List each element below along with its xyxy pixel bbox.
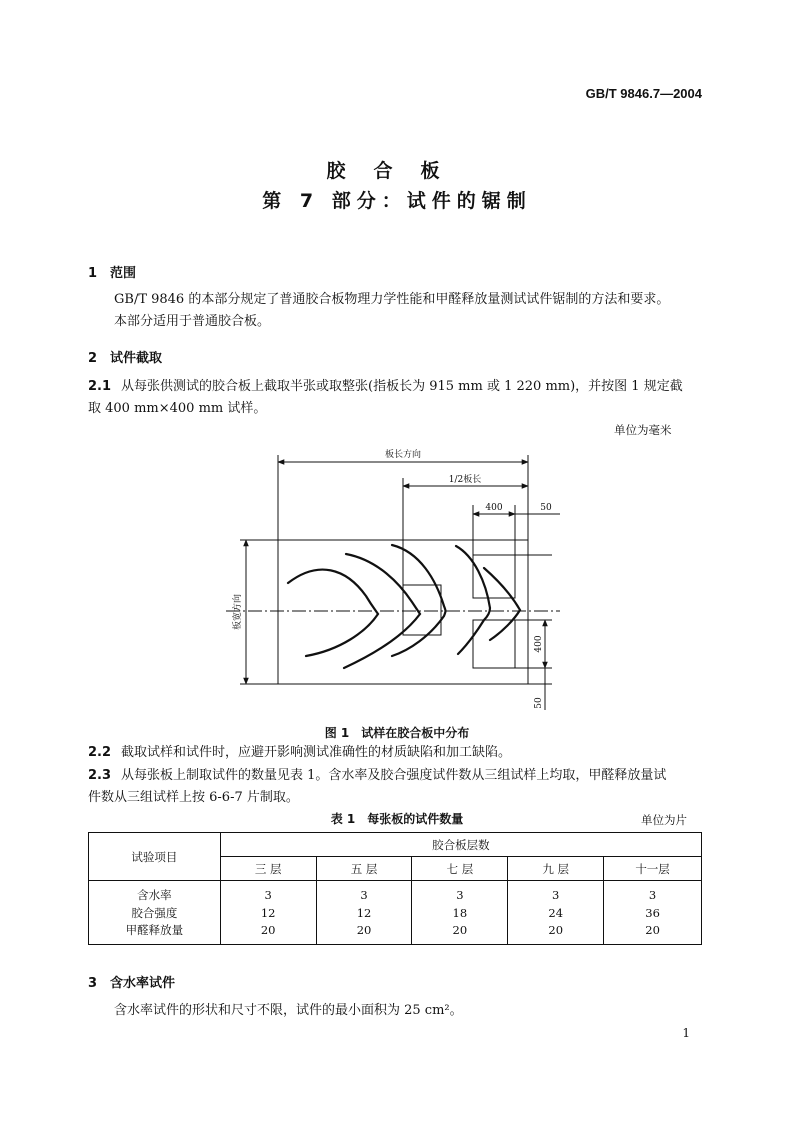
table-cell: 20	[316, 922, 412, 945]
table-cell: 3	[508, 881, 604, 904]
clause-text: 截取试样和试件时，应避开影响测试准确性的材质缺陷和加工缺陷。	[121, 745, 512, 760]
clause-text: 从每张供测试的胶合板上截取半张或取整张(指板长为 915 mm 或 1 220 mm)，并按图 1 规定截	[121, 379, 683, 394]
grain-curve	[456, 546, 490, 654]
table-row	[89, 922, 702, 945]
section-title: 试件截取	[110, 351, 163, 366]
table-cell: 24	[508, 903, 604, 922]
table-cell: 36	[604, 903, 702, 922]
table-cell: 20	[220, 922, 316, 945]
clause-number: 2.1	[88, 379, 112, 394]
label-400-top: 400	[485, 503, 503, 513]
header-layer: 三 层	[220, 857, 316, 881]
label-400-side: 400	[534, 635, 544, 653]
table-caption: 表 1 每张板的试件数量	[330, 812, 464, 826]
grain-curve	[288, 570, 378, 656]
table-cell: 20	[412, 922, 508, 945]
page-number: 1	[682, 1026, 690, 1040]
row-label: 胶合强度	[89, 903, 221, 922]
document-title: 胶合板	[326, 160, 468, 182]
clause-text: 从每张板上制取试件的数量见表 1。含水率及胶合强度试件数从三组试样上均取，甲醛释放量试	[121, 768, 667, 783]
table-cell: 3	[412, 881, 508, 904]
standard-code: GB/T 9846.7—2004	[585, 86, 702, 101]
section-3-paragraph: 含水率试件的形状和尺寸不限，试件的最小面积为 25 cm²。	[114, 1003, 463, 1018]
header-layer: 九 层	[508, 857, 604, 881]
clause-number: 2.2	[88, 745, 112, 760]
row-label: 甲醛释放量	[89, 922, 221, 945]
section-title: 含水率试件	[110, 976, 176, 991]
section-number: 3	[88, 976, 98, 991]
table-row	[89, 881, 702, 904]
table-row	[89, 903, 702, 922]
table-cell: 20	[508, 922, 604, 945]
section-1-paragraph-1: GB/T 9846 的本部分规定了普通胶合板物理力学性能和甲醛释放量测试试件锯制的方法和要求。	[114, 292, 670, 307]
header-layer-group: 胶合板层数	[220, 833, 701, 857]
section-3-heading	[88, 972, 175, 991]
label-50-side: 50	[534, 697, 544, 709]
table-cell: 3	[604, 881, 702, 904]
header-layer: 七 层	[412, 857, 508, 881]
table-cell: 20	[604, 922, 702, 945]
table-unit: 单位为片	[641, 813, 687, 827]
label-width-direction: 板宽方向	[233, 593, 243, 631]
section-number: 1	[88, 266, 98, 281]
row-label: 含水率	[89, 881, 221, 904]
figure-caption: 图 1 试样在胶合板中分布	[324, 726, 470, 740]
section-1-paragraph-2: 本部分适用于普通胶合板。	[114, 314, 271, 329]
label-half-length: 1/2板长	[448, 475, 482, 485]
table-cell: 3	[316, 881, 412, 904]
clause-2-2	[88, 742, 511, 764]
section-title: 范围	[110, 266, 137, 281]
table-1	[88, 832, 702, 945]
clause-2-3-line-2: 件数从三组试样上按 6-6-7 片制取。	[88, 790, 299, 805]
header-item: 试验项目	[89, 833, 221, 881]
label-50-top: 50	[540, 503, 552, 513]
clause-2-1-line-2: 取 400 mm×400 mm 试样。	[88, 401, 267, 416]
label-length-direction: 板长方向	[384, 450, 422, 460]
figure-unit: 单位为毫米	[614, 423, 672, 437]
table-cell: 12	[220, 903, 316, 922]
document-subtitle: 第 7 部分：试件的锯制	[262, 190, 532, 212]
grain-curve	[392, 545, 446, 656]
clause-number: 2.3	[88, 768, 112, 783]
header-layer: 十一层	[604, 857, 702, 881]
section-number: 2	[88, 351, 98, 366]
header-layer: 五 层	[316, 857, 412, 881]
table-cell: 3	[220, 881, 316, 904]
table-cell: 18	[412, 903, 508, 922]
clause-2-3-line-1	[88, 765, 666, 787]
table-cell: 12	[316, 903, 412, 922]
